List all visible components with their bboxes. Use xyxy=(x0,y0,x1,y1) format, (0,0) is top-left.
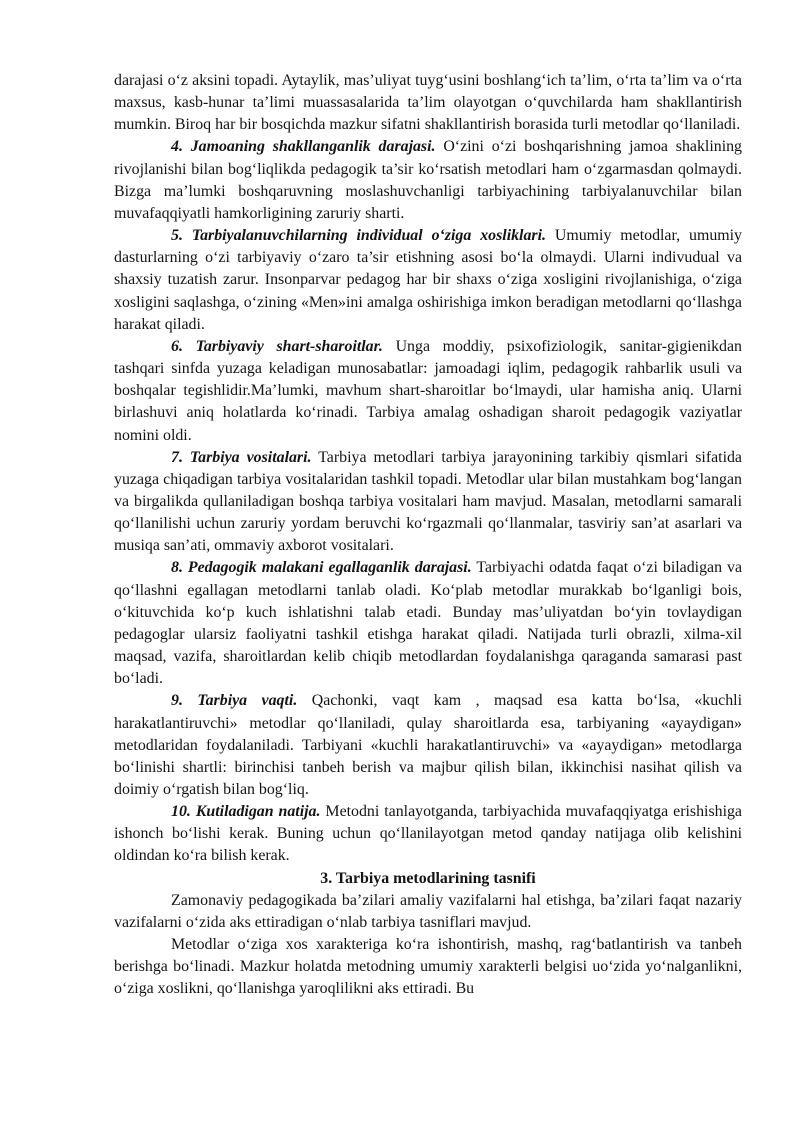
item-8-paragraph xyxy=(114,557,742,690)
item-7-text: Tarbiya metodlari tarbiya jarayonining tarkibiy qismlari sifatida yuzaga chiqadigan tarbiya vositalaridan tashkil topadi. Metodlar ular bilan mustahkam bog‘langan va birgalikda qullaniladigan boshqa tarbiya vositalari ham mavjud. Masalan, metodlarni samarali qo‘llanilishi uchun zaruriy yordam beruvchi ko‘rgazmali qo‘llanmalar, tasviriy san’at asarlari va musiqa san’ati, ommaviy axborot vositalari. xyxy=(114,448,742,555)
item-10-text: Metodni tanlayotganda, tarbiyachida muvafaqqiyatga erishishiga ishonch bo‘lishi kerak. Buning uchun qo‘llanilayotgan metod qanday natijaga olib kelishini oldindan ko‘ra bilish kerak. xyxy=(114,803,742,865)
intro-paragraph: darajasi o‘z aksini topadi. Aytaylik, mas’uliyat tuyg‘usini boshlang‘ich ta’lim, o‘rta ta’lim va o‘rta maxsus, kasb-hunar ta’limi muassasalarida ta’lim olayotgan o‘quvchilarda ham shakllantirish mumkin. Biroq har bir bosqichda mazkur sifatni shakllantirish borasida turli metodlar qo‘llaniladi. xyxy=(114,72,742,134)
item-6-heading: 6. Tarbiyaviy shart-sharoitlar. xyxy=(171,337,383,355)
item-9-text: Qachonki, vaqt kam , maqsad esa katta bo‘lsa, «kuchli harakatlantiruvchi» metodlar qo‘llaniladi, qulay sharoitlarda esa, tarbiyaning «ayaydigan» metodlaridan foydalaniladi. Tarbiyani «kuchli harakatlantiruvchi» va «ayaydigan» metodlarga bo‘linishi shartli: birinchisi tanbeh berish va majbur qilish bilan, ikkinchisi nasihat qilish va doimiy o‘rgatish bilan bog‘liq. xyxy=(114,692,742,798)
item-5-paragraph xyxy=(114,225,742,336)
document-page xyxy=(114,70,742,1001)
section-title: 3. Tarbiya metodlarining tasnifi xyxy=(320,869,536,887)
item-4-text: O‘zini o‘zi boshqarishning jamoa shaklining rivojlanishi bilan bog‘liqlikda pedagogik ta’sir ko‘rsatish metodlari ham o‘zgarmasdan qolmaydi. Bizga ma’lumki boshqaruvning moslashuvchanligi tarbiyachining tarbiyalanuvchilar bilan muvafaqqiyatli hamkorligining zaruriy sharti. xyxy=(114,138,742,222)
item-4-heading: 4. Jamoaning shakllanganlik darajasi. xyxy=(171,138,436,156)
body-paragraph-1: Zamonaviy pedagogikada ba’zilari amaliy vazifalarni hal etishga, ba’zilari faqat nazariy vazifalarni o‘zida aks ettiradigan o‘nlab tarbiya tasniflari mavjud. xyxy=(114,891,742,931)
body-paragraph-2: Metodlar o‘ziga xos xarakteriga ko‘ra ishontirish, mashq, rag‘batlantirish va tanbeh berishga bo‘linadi. Mazkur holatda metodning umumiy xarakterli belgisi uo‘zida yo‘nalganlikni, o‘ziga xoslikni, qo‘llanishga yaroqlilikni aks ettiradi. Bu xyxy=(114,936,742,998)
item-6-paragraph xyxy=(114,336,742,447)
item-8-text: Tarbiyachi odatda faqat o‘zi biladigan va qo‘llashni egallagan metodlarni tanlab oladi. Ko‘plab metodlar murakkab bo‘lganligi bois, o‘kituvchida ko‘p kuch ishlatishni talab etadi. Bunday mas’uliyatdan bo‘yin tovlaydigan pedagoglar ularsiz faoliyatni tashkil etishga harakat qiladi. Natijada turli obrazli, xilma-xil maqsad, vazifa, sharoitlardan kelib chiqib metodlardan foydalanishga qaraganda samarasi past bo‘ladi. xyxy=(114,559,742,688)
item-7-heading: 7. Tarbiya vositalari. xyxy=(171,448,312,466)
item-4-paragraph xyxy=(114,136,742,225)
item-6-text: Unga moddiy, psixofiziologik, sanitar-gigienikdan tashqari sinfda yuzaga keladigan munosabatlar: jamoadagi iqlim, pedagogik rahbarlik usuli va boshqalar tegishlidir.Ma’lumki, mavhum shart-sharoitlar bo‘lmaydi, ular hamisha aniq. Ularni birlashuvi aniq holatlarda ko‘rinadi. Tarbiya amalag oshadigan sharoit pedagogik vaziyatlar nomini oldi. xyxy=(114,337,743,444)
item-10-heading: 10. Kutiladigan natija. xyxy=(171,803,321,821)
item-9-paragraph xyxy=(114,690,742,801)
item-8-heading: 8. Pedagogik malakani egallaganlik darajasi. xyxy=(171,559,472,577)
item-5-text: Umumiy metodlar, umumiy dasturlarning o‘zi tarbiyaviy o‘zaro ta’sir etishning asosi bo‘la olmaydi. Ularni indivudual va shaxsiy tuzatish zarur. Insonparvar pedagog har bir shaxs o‘ziga xosligini rivojlanishiga, o‘ziga xosligini saqlashga, o‘zining «Men»ini amalga oshirishiga imkon beradigan metodlarni qo‘llashga harakat qiladi. xyxy=(114,227,742,333)
item-10-paragraph xyxy=(114,801,742,867)
item-5-heading: 5. Tarbiyalanuvchilarning individual o‘ziga xosliklari. xyxy=(171,227,546,245)
item-7-paragraph xyxy=(114,447,742,558)
item-9-heading: 9. Tarbiya vaqti. xyxy=(171,692,298,710)
